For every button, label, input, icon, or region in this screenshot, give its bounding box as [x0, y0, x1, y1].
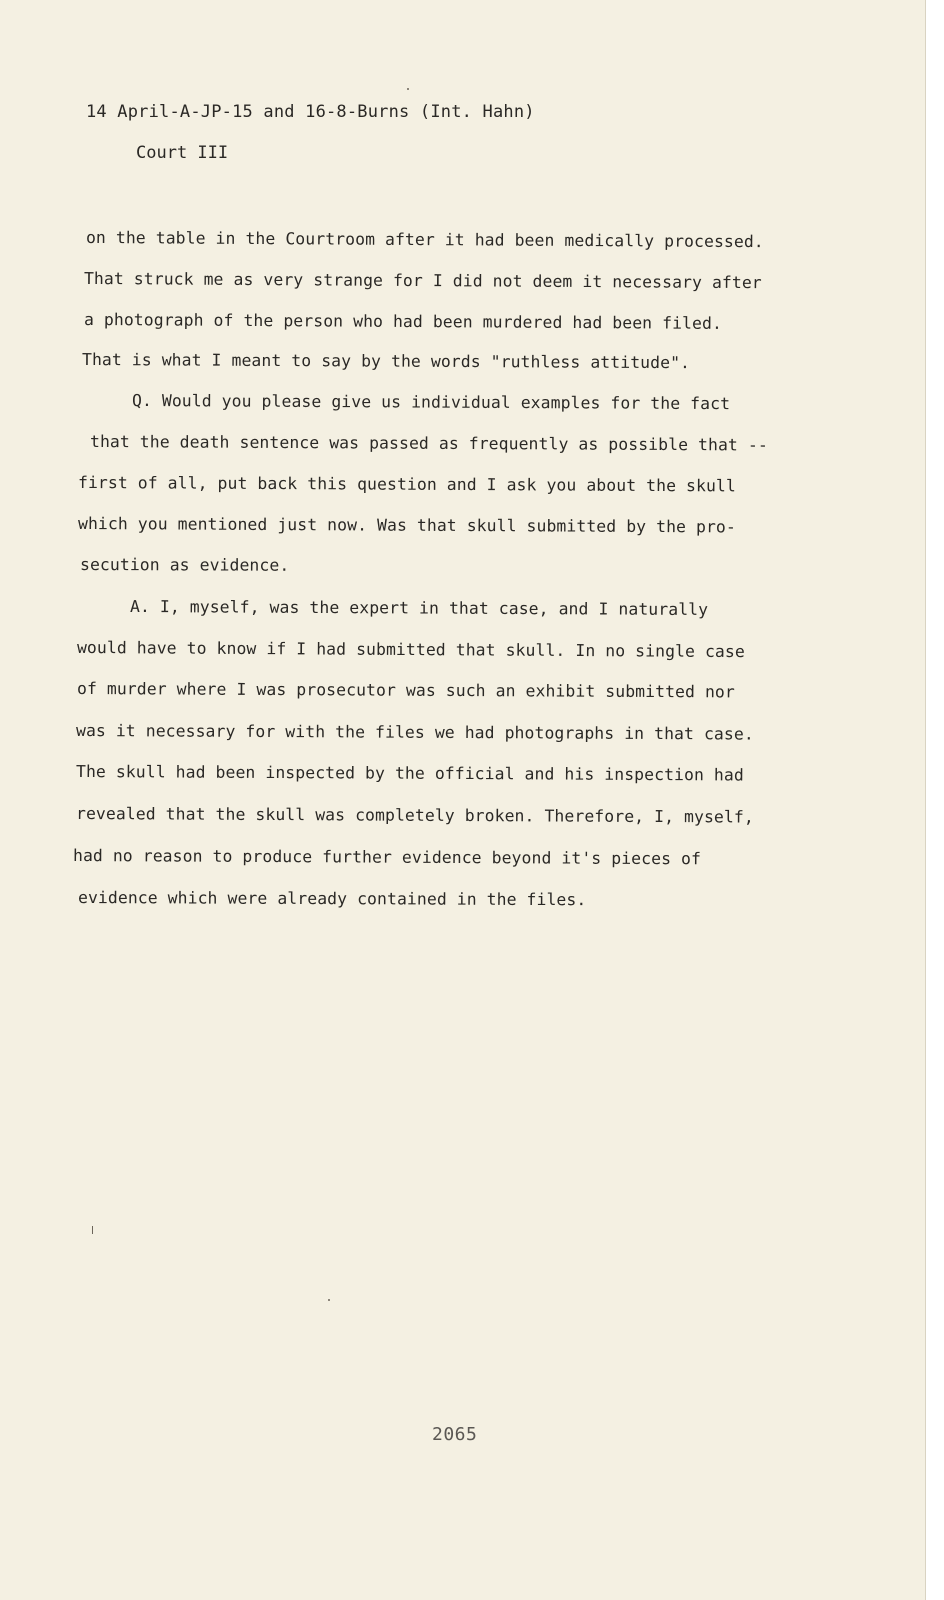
body-line-1: on the table in the Courtroom after it had been medically processed. [85, 228, 764, 252]
body-line-4: That is what I meant to say by the words "ruthless attitude". [81, 350, 691, 373]
body-line-13: was it necessary for with the files we had photographs in that case. [75, 721, 754, 744]
body-line-2: That struck me as very strange for I did not deem it necessary after [83, 269, 762, 293]
body-line-7: first of all, put back this question and I ask you about the skull [77, 473, 736, 496]
body-line-8: which you mentioned just now. Was that skull submitted by the pro- [77, 514, 736, 537]
body-line-10: A. I, myself, was the expert in that case, and I naturally [129, 597, 709, 620]
body-line-6: that the death sentence was passed as frequently as possible that -- [89, 432, 768, 455]
body-line-11: would have to know if I had submitted that skull. In no single case [76, 638, 745, 662]
body-line-16: had no reason to produce further evidence beyond it's pieces of [72, 846, 702, 869]
body-line-12: of murder where I was prosecutor was such an exhibit submitted nor [76, 679, 735, 702]
body-line-3: a photograph of the person who had been murdered had been filed. [83, 310, 722, 333]
body-line-5: Q. Would you please give us individual examples for the fact [131, 391, 731, 414]
page-edge-divider [925, 0, 926, 1600]
paper-speck [328, 1299, 330, 1301]
body-line-17: evidence which were already contained in the files. [77, 888, 587, 910]
body-line-15: revealed that the skull was completely broken. Therefore, I, myself, [75, 804, 754, 827]
body-line-9: secution as evidence. [79, 555, 290, 575]
document-citation: 14 April-A-JP-15 and 16-8-Burns (Int. Hahn) [86, 102, 535, 122]
paper-mark [92, 1226, 93, 1234]
court-label: Court III [136, 143, 229, 163]
paper-speck [407, 88, 409, 90]
page-number: 2065 [432, 1424, 478, 1445]
body-line-14: The skull had been inspected by the official and his inspection had [75, 762, 744, 785]
